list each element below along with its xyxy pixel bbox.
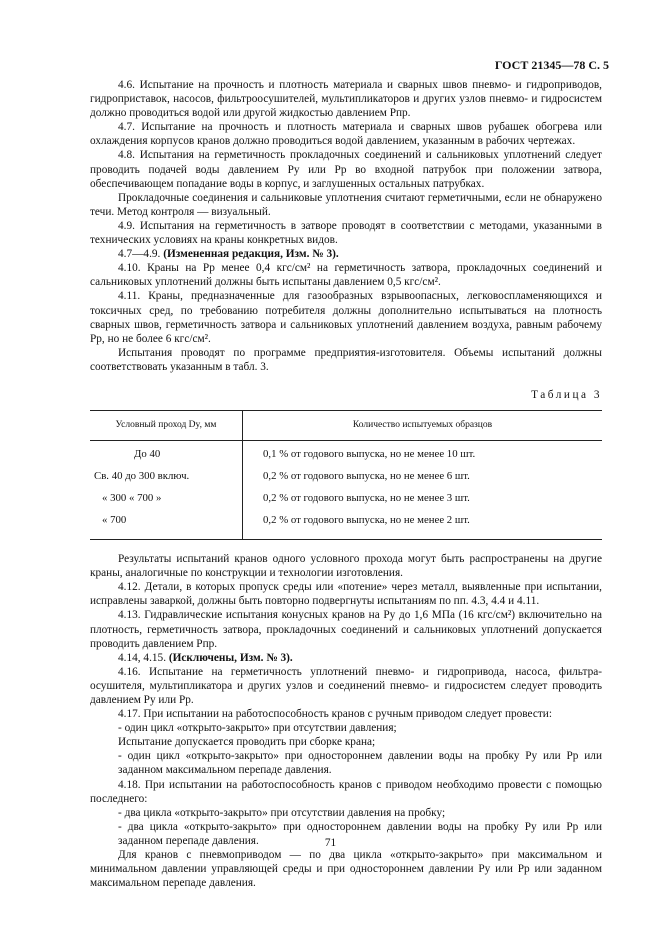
paragraph: Результаты испытаний кранов одного условного прохода могут быть распространены на другие краны, аналогичные по конструкции и технологии изготовления. (90, 553, 602, 580)
paragraph: 4.16. Испытание на герметичность уплотнений пневмо- и гидропривода, насоса, фильтра-осушителя, мультипликатора и других узлов и соединений пневмо- и гидросистем следует проводить давлением Py или Pp. (90, 665, 602, 706)
amendment-note (90, 651, 602, 665)
paragraph: 4.11. Краны, предназначенные для газообразных взрывоопасных, легковоспламеняющихся и токсичных сред, по требованию потребителя должны дополнительно испытываться на плотность сварных швов, герметичность затвора и сальниковых уплотнений давлением воздуха, равным рабочему Pp, но не более 6 кгс/см². (90, 290, 602, 345)
paragraph: 4.8. Испытания на герметичность прокладочных соединений и сальниковых уплотнений следует проводить подачей воды давлением Py или Pp во входной патрубок при положении затвора, обеспечивающем попадание воды в корпус, и заглушенных остальных патрубках. (90, 149, 602, 190)
table-row (90, 488, 602, 510)
table-caption: Таблица 3 (531, 388, 602, 401)
paragraph: 4.6. Испытание на прочность и плотность материала и сварных швов пневмо- и гидроприводов, гидроприставок, насосов, фильтроосушителей, мультипликаторов и других узлов пневмо- и гидросистем должно проводиться водой или другой жидкостью давлением Pпр. (90, 79, 602, 120)
paragraph: Прокладочные соединения и сальниковые уплотнения считают герметичными, если не обнаружено течи. Метод контроля — визуальный. (90, 191, 602, 218)
table-3 (90, 410, 602, 540)
paragraph: 4.18. При испытании на работоспособность кранов с приводом необходимо провести с помощью последнего: (90, 778, 602, 805)
column-header: Условный проход Dy, мм (90, 411, 243, 441)
amendment-prefix: 4.14, 4.15. (118, 651, 167, 664)
paragraph: 4.13. Гидравлические испытания конусных кранов на Py до 1,6 МПа (16 кгс/см²) включительно на плотность, герметичность затвора, прокладочных соединений и сальниковых уплотнений допускается проводить давлением Pпр. (90, 609, 602, 650)
table-header-row (90, 411, 602, 441)
list-item: - один цикл «открыто-закрыто» при отсутствии давления; (118, 722, 397, 735)
page-number: 71 (324, 837, 337, 849)
table-cell: 0,2 % от годового выпуска, но не менее 2 шт. (243, 510, 603, 540)
table-cell: До 40 (90, 441, 243, 467)
table-cell: 0,2 % от годового выпуска, но не менее 6 шт. (263, 470, 470, 483)
table-row (90, 466, 602, 488)
table-row (90, 441, 602, 467)
amendment-prefix: 4.7—4.9. (118, 248, 161, 261)
table-cell: « 700 (90, 510, 243, 540)
column-header: Количество испытуемых образцов (243, 411, 603, 441)
paragraph: 4.12. Детали, в которых пропуск среды или «потение» через металл, выявленные при испытании, исправлены заваркой, должны быть повторно подвергнуты испытаниям по пп. 4.3, 4.4 и 4.11. (90, 581, 602, 608)
table-cell: 0,1 % от годового выпуска, но не менее 10 шт. (263, 448, 476, 461)
paragraph: Для кранов с пневмоприводом — по два цикла «открыто-закрыто» при максимальном и минимальном давлении управляющей среды и при одностороннем давлении Py или Pp или заданном максимальном перепаде давления. (90, 849, 602, 890)
paragraph: 4.7. Испытание на прочность и плотность материала и сварных швов рубашек обогрева или охлаждения корпусов кранов должно проводиться водой давлением, указанным в рабочих чертежах. (90, 121, 602, 148)
list-item: - два цикла «открыто-закрыто» при отсутствии давления на пробку; (118, 806, 446, 819)
amendment-text: (Измененная редакция, Изм. № 3). (163, 248, 339, 261)
paragraph: Испытание допускается проводить при сборке крана; (118, 736, 376, 749)
amendment-note (90, 247, 602, 261)
list-item: - один цикл «открыто-закрыто» при одностороннем давлении воды на пробку Py или Pp или заданном максимальном перепаде давления. (118, 750, 602, 777)
document-header: ГОСТ 21345—78 С. 5 (494, 58, 609, 72)
paragraph: 4.17. При испытании на работоспособность кранов с ручным приводом следует провести: (118, 708, 552, 721)
paragraph: Испытания проводят по программе предприятия-изготовителя. Объемы испытаний должны соответствовать указанным в табл. 3. (90, 346, 602, 373)
paragraph: 4.10. Краны на Pp менее 0,4 кгс/см² на герметичность затвора, прокладочных соединений и сальниковых уплотнений должны быть испытаны давлением 0,5 кгс/см². (90, 262, 602, 289)
list-item: - два цикла «открыто-закрыто» при одностороннем давлении воды на пробку Py или Pp или заданном перепаде давления. (118, 820, 602, 847)
table-row (90, 510, 602, 540)
table-cell: « 300 « 700 » (90, 488, 243, 510)
table-cell: Св. 40 до 300 включ. (90, 466, 243, 488)
document-body (90, 78, 602, 890)
paragraph: 4.9. Испытания на герметичность в затворе проводят в соответствии с методами, указанными в технических условиях на краны конкретных видов. (90, 219, 602, 247)
amendment-text: (Исключены, Изм. № 3). (168, 651, 293, 664)
table-cell: 0,2 % от годового выпуска, но не менее 3 шт. (263, 492, 470, 505)
